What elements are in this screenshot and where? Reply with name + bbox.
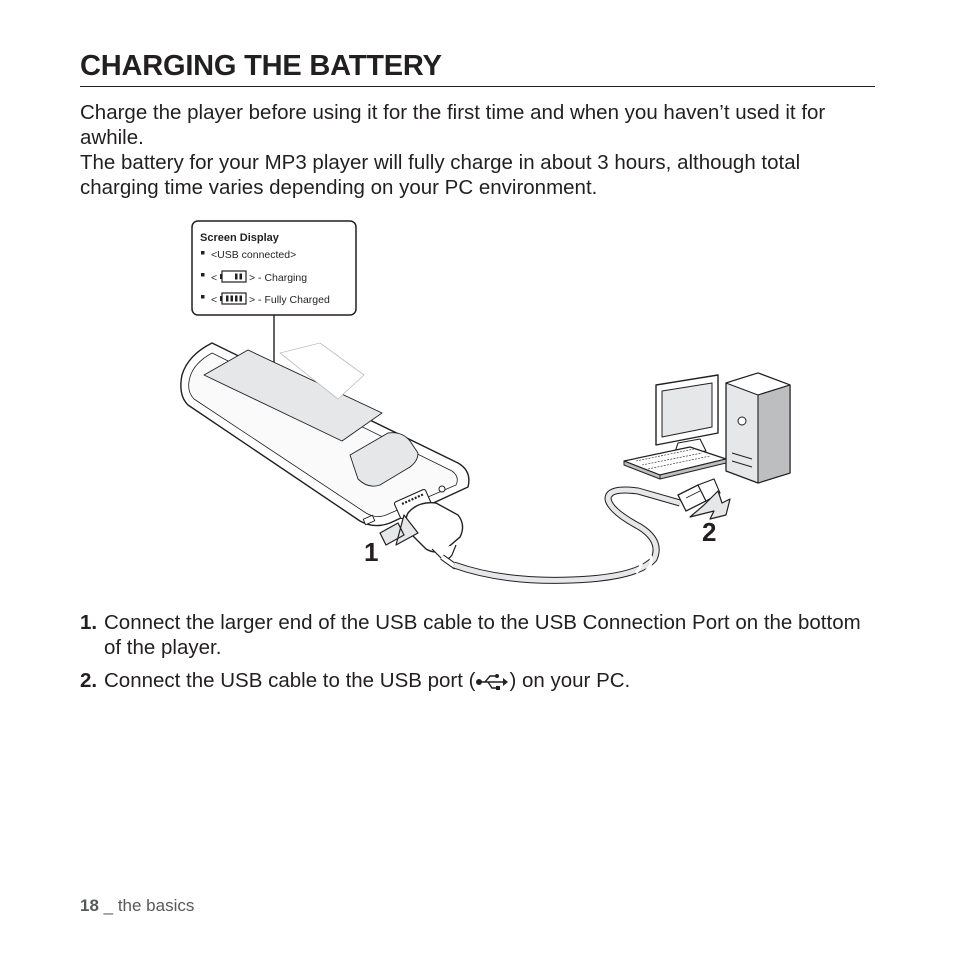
battery-charging-icon — [220, 271, 246, 282]
intro-paragraph-1: Charge the player before using it for the first time and when you haven’t used it for awhile. — [80, 101, 826, 149]
step-2-text-after: ) on your PC. — [509, 669, 631, 692]
step-2-text-before: Connect the USB cable to the USB port ( — [104, 669, 476, 692]
desktop-pc-illustration — [624, 373, 790, 483]
callout-item-charging-prefix: < — [211, 272, 218, 284]
callout-title: Screen Display — [200, 232, 279, 244]
page-title: CHARGING THE BATTERY — [80, 50, 442, 82]
intro-text — [80, 100, 880, 200]
step-2 — [80, 668, 880, 693]
footer-section: _ the basics — [98, 896, 195, 915]
step-1-text: Connect the larger end of the USB cable to the USB Connection Port on the bottom of the player. — [104, 611, 861, 659]
mp3-player-illustration — [181, 343, 469, 526]
intro-paragraph-2: The battery for your MP3 player will fully charge in about 3 hours, although total charging time varies depending on your PC environment. — [80, 151, 801, 199]
usb-symbol-icon — [475, 673, 509, 691]
callout-item-usb-connected: <USB connected> — [211, 249, 297, 261]
steps-list — [80, 610, 880, 693]
callout-item-charging: > - Charging — [249, 272, 308, 284]
callout-item-full-prefix: < — [211, 294, 218, 306]
step-2-number: 2. — [80, 669, 98, 692]
page-number: 18 — [80, 896, 99, 915]
step-1-number: 1. — [80, 611, 98, 634]
charging-illustration — [170, 215, 810, 595]
callout-item-fully-charged: > - Fully Charged — [249, 294, 330, 306]
battery-full-icon — [220, 293, 246, 304]
step-1 — [80, 610, 880, 660]
screen-display-callout — [192, 221, 356, 363]
title-divider — [80, 86, 875, 87]
step-label-1: 1 — [364, 537, 379, 567]
step-label-2: 2 — [702, 517, 717, 547]
page-footer — [80, 896, 194, 916]
